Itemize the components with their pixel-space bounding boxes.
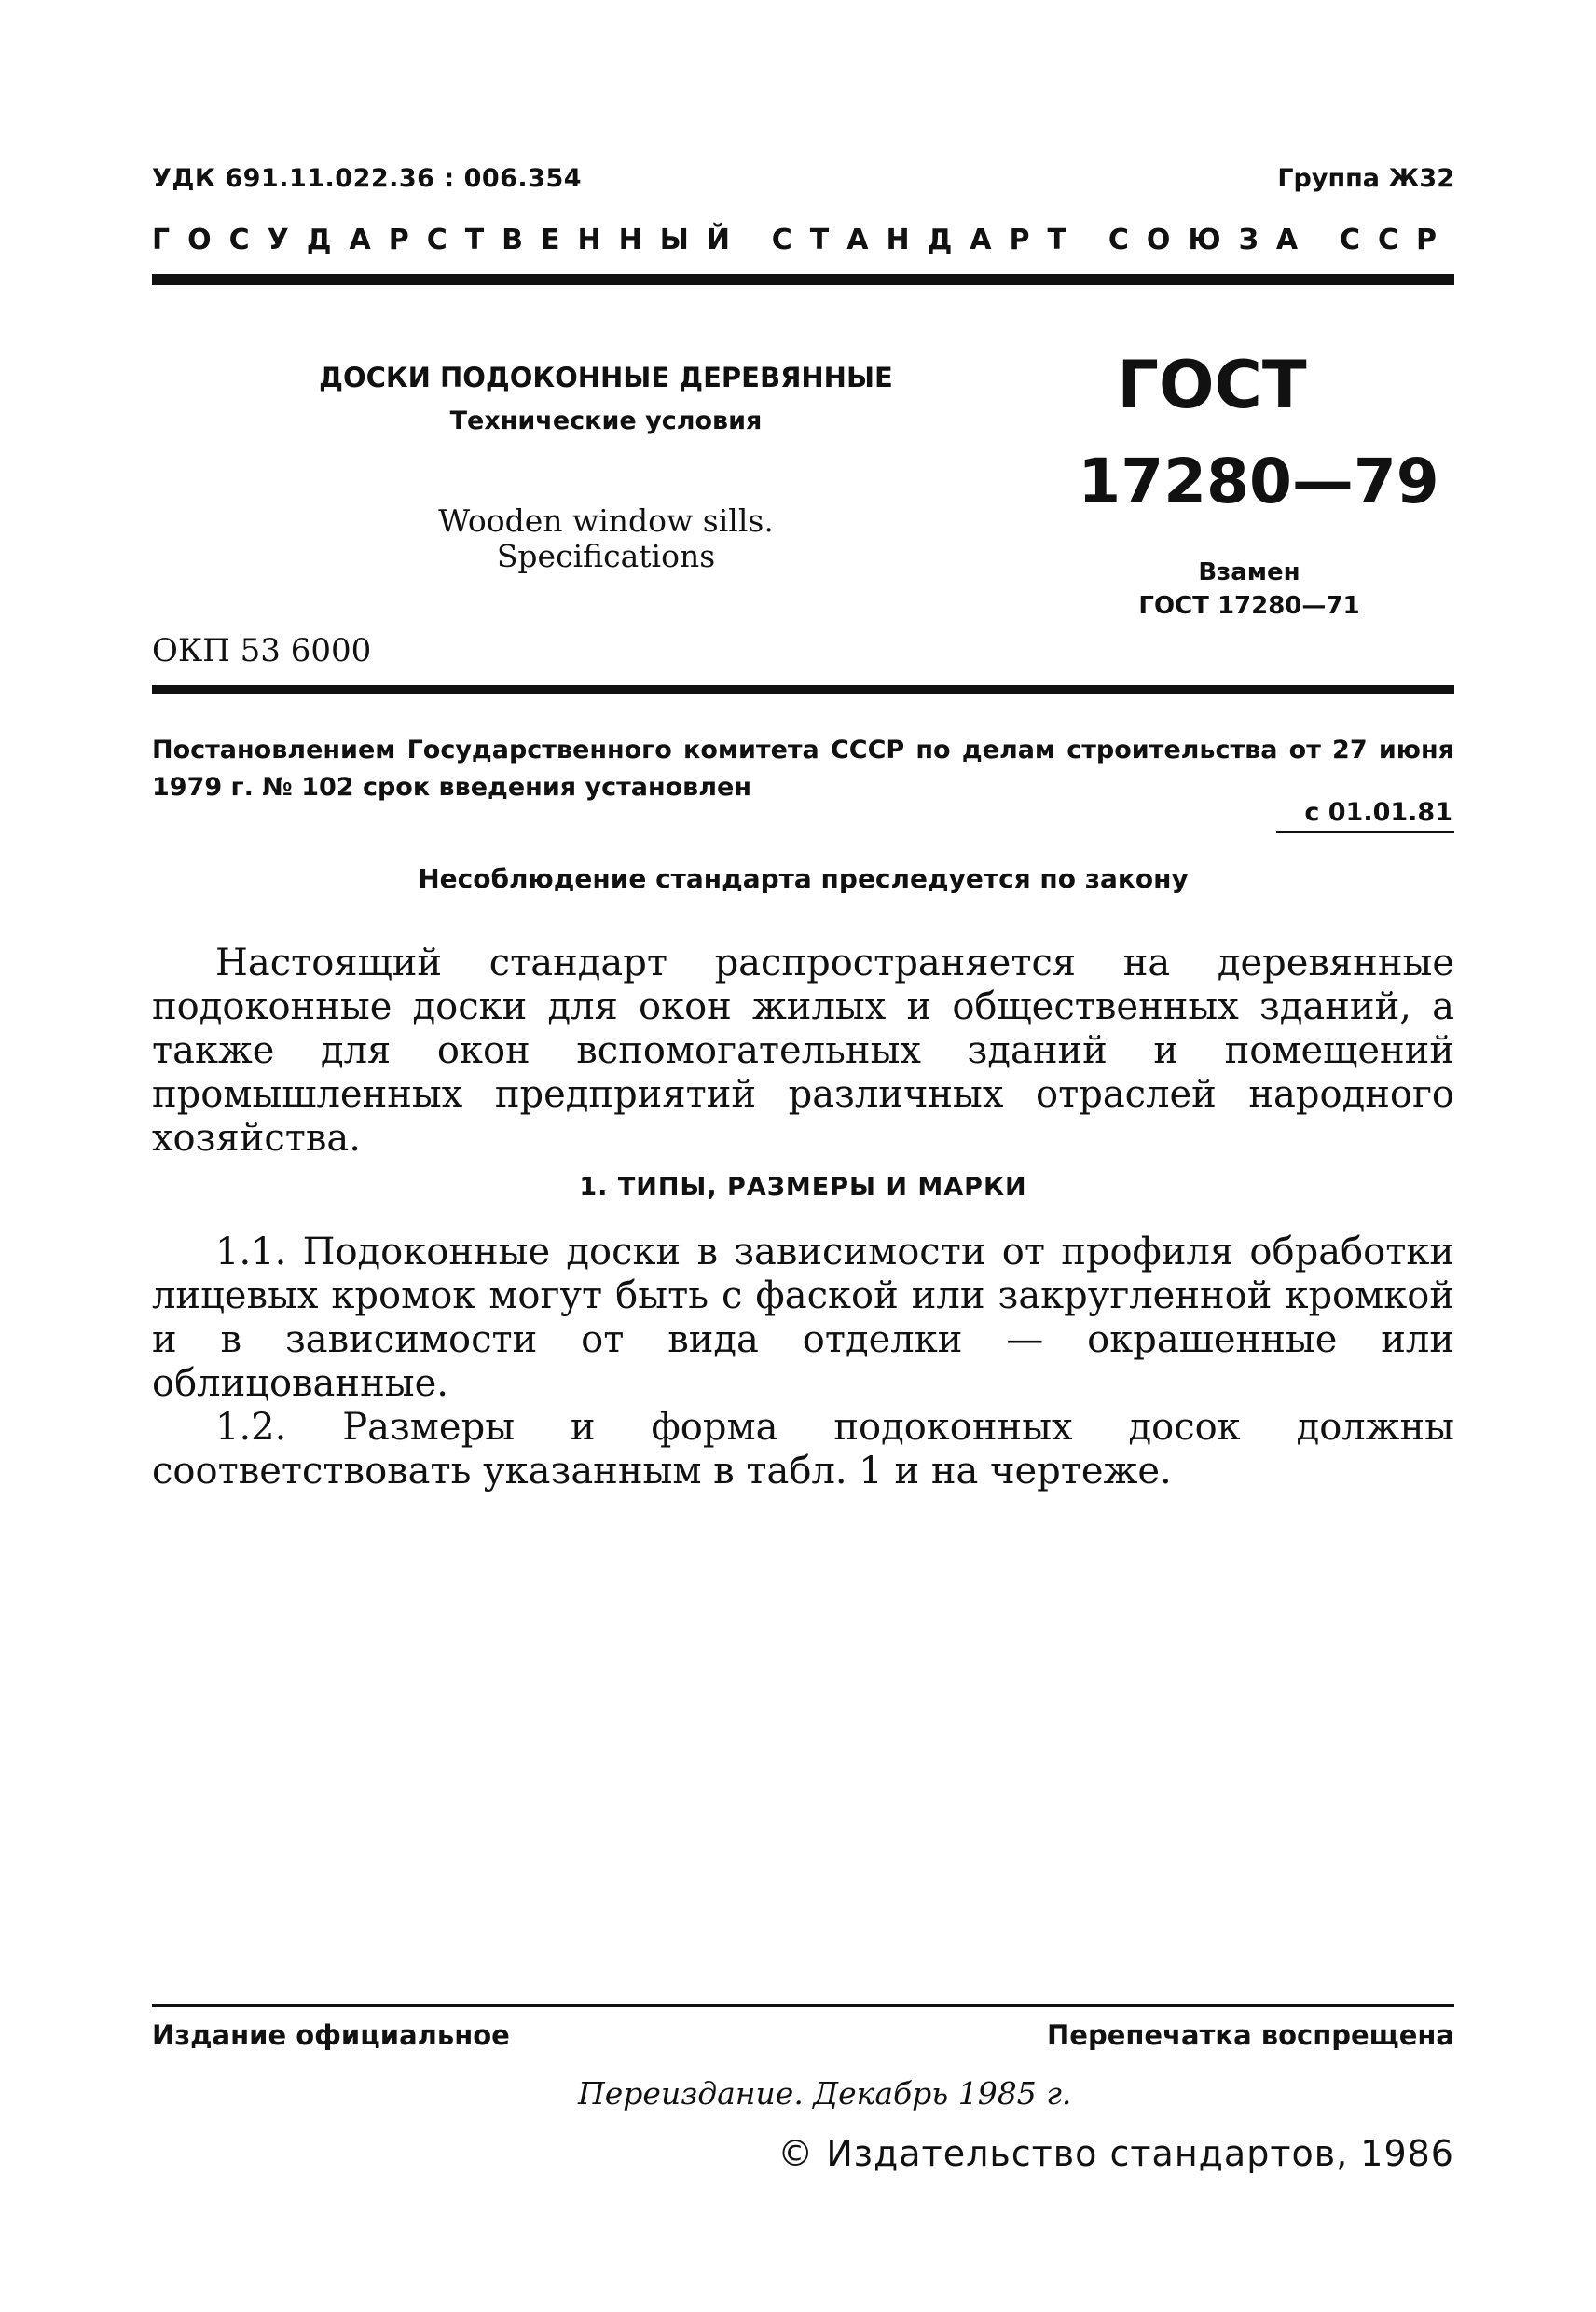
state-standard-banner: [152, 224, 1454, 256]
banner-word: СТАНДАРТ: [771, 224, 1084, 256]
official-edition: Издание официальное: [152, 2019, 510, 2051]
decree-text: Постановлением Государственного комитета СССР по делам строительства от 27 июня 1979 г. № 102 срок введения установлен: [152, 736, 1454, 802]
banner-word: СОЮЗА: [1108, 224, 1316, 256]
legal-warning: Несоблюдение стандарта преследуется по закону: [418, 863, 1189, 894]
banner-word: ССР: [1339, 224, 1454, 256]
udk-code: УДК 691.11.022.36 : 006.354: [152, 164, 583, 193]
paragraph-1-1: 1.1. Подоконные доски в зависимости от профиля обработки лицевых кромок могут быть с фаской или закругленной кромкой и в зависимости от вида отделки — окрашенные или облицованные.: [152, 1231, 1454, 1405]
gost-label: ГОСТ: [1117, 347, 1307, 423]
effective-date-wrap: [1276, 798, 1454, 833]
group-code: Группа Ж32: [1277, 164, 1454, 193]
english-title-line: Specifications: [496, 538, 716, 574]
section-heading: 1. ТИПЫ, РАЗМЕРЫ И МАРКИ: [579, 1173, 1027, 1202]
document-title: ДОСКИ ПОДОКОННЫЕ ДЕРЕВЯННЫЕ: [319, 362, 893, 393]
reprint-prohibited: Перепечатка воспрещена: [1047, 2019, 1454, 2051]
okp-code: ОКП 53 6000: [152, 632, 372, 669]
effective-date: с 01.01.81: [1276, 798, 1454, 833]
english-title-line: Wooden window sills.: [438, 502, 774, 539]
banner-word: ГОСУДАРСТВЕННЫЙ: [152, 224, 748, 256]
copyright: © Издательство стандартов, 1986: [777, 2133, 1454, 2174]
intro-paragraph: Настоящий стандарт распространяется на деревянные подоконные доски для окон жилых и общественных зданий, а также для окон вспомогательных зданий и помещений промышленных предприятий различных отраслей народного хозяйства.: [152, 942, 1454, 1160]
gost-number: 17280—79: [1078, 446, 1439, 517]
top-rule: [152, 274, 1454, 285]
reissue-note: Переиздание. Декабрь 1985 г.: [578, 2075, 1072, 2112]
paragraph-1-2: 1.2. Размеры и форма подоконных досок должны соответствовать указанным в табл. 1 и на чертеже.: [152, 1406, 1454, 1493]
document-subtitle: Технические условия: [449, 406, 763, 435]
mid-rule: [152, 685, 1454, 694]
footer-rule: [152, 2004, 1454, 2007]
replaces-label: Взамен: [1198, 558, 1300, 586]
english-title: [336, 503, 876, 574]
replaces-value: ГОСТ 17280—71: [1138, 592, 1360, 620]
replaces-block: [1100, 556, 1398, 623]
